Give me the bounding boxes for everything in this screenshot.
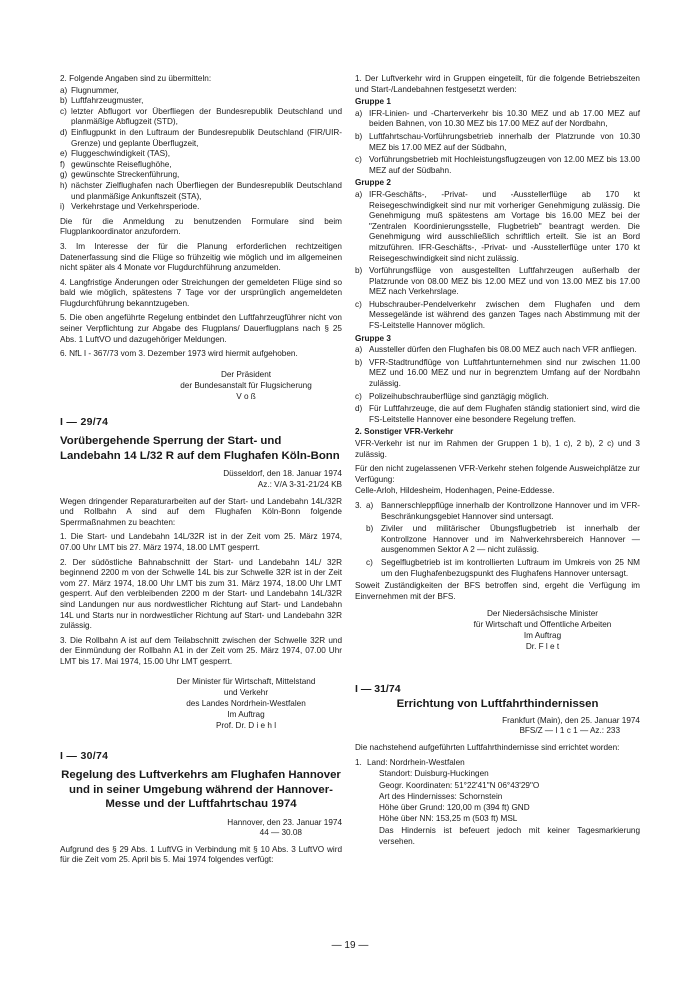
list-label: a) [355, 189, 363, 199]
list-label: c) [60, 106, 67, 116]
reference: BFS/Z — I 1 c 1 — Az.: 233 [519, 726, 620, 736]
signature-line: der Bundesanstalt für Flugsicherung [180, 380, 312, 390]
notice-number: I — 29/74 [60, 415, 109, 428]
list-item [355, 266, 640, 298]
obstacle-number: 1. [355, 758, 362, 768]
obstacle-row: Standort: Duisburg-Huckingen [379, 769, 489, 779]
list-label: f) [60, 159, 66, 169]
list-item [60, 160, 342, 171]
list-text: VFR-Stadtrundflüge von Luftfahrtunternehmen sind nur zwischen 11.00 MEZ und 16.00 MEZ und nur in begrenztem Umfang auf der Nordbahn zulässig. [369, 357, 640, 389]
list-item [60, 96, 342, 107]
obstacle-row: Höhe über NN: 153,25 m (503 ft) MSL [379, 814, 518, 824]
list-text: Einflugpunkt in den Luftraum der Bundesrepublik Deutschland (FIR/UIR-Grenze) und geplante Überflugzeit, [71, 127, 342, 148]
list-item [60, 181, 342, 202]
left-column [60, 74, 342, 870]
list-label: a) [355, 345, 363, 355]
place-date: Frankfurt (Main), den 25. Januar 1974 [502, 715, 640, 725]
obstacle-land-text: Land: Nordrhein-Westfalen [367, 758, 465, 768]
notice-paragraph-3: 3. Die Rollbahn A ist auf dem Teilabschnitt zwischen der Schwelle 32R und der Einmündung der Rollbahn A1 in der Zeit vom 25. März 1974, 07.00 Uhr LMT bis 17. Mai 1974, 15.00 Uhr LMT gesperrt. [60, 635, 342, 666]
list-item [355, 358, 640, 390]
list-label: b) [355, 266, 363, 276]
list-text: Fluggeschwindigkeit (TAS), [71, 149, 171, 159]
obstacle-row: Geogr. Koordinaten: 51°22'41"N 06°43'29"O [379, 780, 540, 790]
list-label: d) [60, 127, 68, 137]
obstacle-entry [355, 757, 640, 847]
list-item [60, 86, 342, 97]
list-text: Aussteller dürfen den Flughafen bis 08.00 MEZ auch nach VFR anfliegen. [369, 345, 637, 355]
paragraph-5: 5. Die oben angeführte Regelung entbindet den Luftfahrzeugführer nicht von seiner Verpflichtung zur Abgabe des Flugplans/ Dauerflugplans nach § 25 Abs. 1 LuftVO und dazugehöriger Meldungen. [60, 313, 342, 344]
signature-line: Im Auftrag [227, 709, 265, 719]
signature-line: Der Niedersächsische Minister [486, 609, 599, 619]
group-heading: Gruppe 1 [355, 97, 391, 107]
section-label: 3. [355, 500, 362, 510]
notice-intro: Wegen dringender Reparaturarbeiten auf der Start- und Landebahn 14L/32R und Rollbahn A sind auf dem Flughafen Köln-Bonn folgende Sperrmaßnahmen zu beachten: [60, 496, 342, 527]
notice-number: I — 30/74 [60, 749, 109, 762]
list-label: g) [60, 170, 68, 180]
list-label: b) [355, 131, 363, 141]
list-item [355, 524, 640, 556]
list-label: e) [60, 149, 68, 159]
signature-name: V o ß [236, 391, 256, 401]
paragraph: Für den nicht zugelassenen VFR-Verkehr stehen folgende Ausweichplätze zur Verfügung: [355, 464, 640, 484]
list-item [355, 300, 640, 332]
list-text: letzter Abflugort vor Überfliegen der Bundesrepublik Deutschland und planmäßige Abflugzeit (STD), [71, 106, 342, 127]
list-label: c) [355, 299, 362, 309]
list-text: Polizeihubschrauberflüge sind ganztägig möglich. [369, 391, 549, 401]
signature-line: Im Auftrag [523, 631, 562, 641]
list-text: Luftfahrtschau-Vorführungsbetrieb innerhalb der Platzrunde von 10.30 MEZ bis 17.00 MEZ auf der Südbahn, [369, 131, 640, 152]
obstacle-land [355, 757, 640, 768]
list-text: Vorführungsflüge von ausgestellten Luftfahrzeugen außerhalb der Platzrunde von 08.00 MEZ bis 12.00 MEZ und von 13.00 MEZ bis 17.00 MEZ nach Verkehrslage. [369, 266, 640, 297]
notice-paragraph-2: 2. Der südöstliche Bahnabschnitt der Start- und Landebahn 14L/ 32R beginnend 2200 m von der Schwelle 14L bis zur Schwelle 32R ist in der Zeit vom 27. März 1974, 18.00 Uhr LMT bis zum 31. März 1974, 18.00 Uhr LMT gesperrt. Auf den verbleibenden 2200 m der Start- und Landebahn 14L/32R sind Landungen nur aus nordwestlicher Richtung auf Start- und Landebahn 14L und Starts nur in nordwestlicher Richtung auf Start- und Landebahn 32R zulässig. [60, 557, 342, 631]
list-text: Luftfahrzeugmuster, [71, 96, 144, 106]
list-item [60, 149, 342, 160]
list-text: gewünschte Reiseflughöhe, [71, 159, 172, 169]
paragraph-formulare: Die für die Anmeldung zu benutzenden Formulare sind beim Flugplankoordinator anzufordern. [60, 216, 342, 237]
notice-place-date [60, 469, 342, 490]
list-text: Ziviler und militärischer Übungsflugbetrieb ist innerhalb der Kontrollzone Hannover und im Nahverkehrsbereich Hannover — ausgenommen Sektor A 2 — nicht zulässig. [381, 524, 640, 555]
list-text: IFR-Geschäfts-, -Privat- und -Ausstellerflüge ab 170 kt Reisegeschwindigkeit sind nur mit vorheriger Genehmigung zulässig. Die Genehmigung muß spätestens am Vortage bis 16.00 MEZ bei der "Zentralen Koordinierungsstelle, Flugbetrieb" beantragt werden. Die Genehmigung wird ausschließlich schriftlich erteilt. Sie ist an Bord mitzuführen. IFR-Geschäfts-, -Privat- und -Ausstellerflüge unter 170 kt Reisegeschwindigkeit sind nicht zulässig. [369, 189, 640, 263]
notice-title: Errichtung von Luftfahrthindernissen [396, 697, 599, 710]
list-item [355, 345, 640, 356]
paragraph-bfs: Soweit Zuständigkeiten der BFS betroffen sind, ergeht die Verfügung im Einvernehmen mit der BFS. [355, 581, 640, 601]
notice-title: Regelung des Luftverkehrs am Flughafen Hannover und in seiner Umgebung während der Hannover-Messe und der Luftfahrtschau 1974 [61, 769, 341, 811]
signature-line: Der Präsident [220, 369, 272, 379]
list-item [60, 202, 342, 213]
signature-name: Dr. F l e t [525, 642, 560, 652]
list-label: b) [366, 524, 374, 534]
paragraph: Celle-Arloh, Hildesheim, Hodenhagen, Peine-Eddesse. [355, 486, 555, 496]
right-column [355, 74, 640, 847]
list-label: c) [355, 391, 362, 401]
list-label: c) [366, 557, 373, 567]
place-date: Hannover, den 23. Januar 1974 [227, 817, 342, 827]
list-text: Hubschrauber-Pendelverkehr zwischen dem Flughafen und dem Messegelände ist während des ganzen Tages nach Abstimmung mit der FS-Leitstelle Hannover möglich. [369, 299, 640, 331]
signature-line: und Verkehr [223, 687, 269, 697]
paragraph-6: 6. NfL I - 367/73 vom 3. Dezember 1973 wird hiermit aufgehoben. [60, 349, 298, 359]
reference: 44 — 30.08 [259, 828, 302, 838]
list-text: Flugnummer, [71, 85, 119, 95]
list-text: Verkehrstage und Verkehrsperiode. [71, 202, 200, 212]
signature-block [60, 676, 342, 731]
signature-block [355, 608, 640, 652]
data-list [60, 86, 342, 213]
list-item [355, 132, 640, 153]
list-label: c) [355, 155, 362, 165]
list-item [355, 190, 640, 264]
list-item [355, 109, 640, 130]
list-item [355, 392, 640, 403]
obstacle-row: Art des Hindernisses: Schornstein [379, 791, 503, 801]
notice-intro: Die nachstehend aufgeführten Luftfahrthindernisse sind errichtet worden: [355, 742, 620, 752]
notice-place-date [60, 818, 342, 839]
notice-place-date [355, 716, 640, 737]
signature-block [60, 369, 342, 402]
page-number: — 19 — [331, 940, 369, 951]
notice-title: Vorübergehende Sperrung der Start- und Landebahn 14 L/32 R auf dem Flughafen Köln-Bonn [60, 435, 340, 462]
list-text: Bannerschleppflüge innerhalb der Kontrollzone Hannover und im VFR-Beschränkungsgebiet Hannover sind untersagt. [381, 500, 640, 521]
list-label: i) [60, 202, 65, 212]
signature-line: Der Minister für Wirtschaft, Mittelstand [176, 676, 316, 686]
section-heading: 2. Sonstiger VFR-Verkehr [355, 427, 454, 437]
group-heading: Gruppe 3 [355, 333, 391, 343]
list-item [355, 501, 640, 522]
list-text: IFR-Linien- und -Charterverkehr bis 10.30 MEZ und ab 17.00 MEZ auf beiden Bahnen, von 10.30 MEZ bis 17.00 MEZ auf der Nordbahn, [369, 108, 640, 129]
reference: Az.: V/A 3-31-21/24 KB [257, 480, 342, 490]
list-label: b) [60, 96, 68, 106]
notice-paragraph-1: 1. Die Start- und Landebahn 14L/32R ist in der Zeit vom 25. März 1974, 07.00 Uhr LMT bis 27. März 1974, 18.00 LMT gesperrt. [60, 532, 342, 552]
list-text: gewünschte Streckenführung, [71, 170, 180, 180]
place-date: Düsseldorf, den 18. Januar 1974 [223, 469, 342, 479]
list-label: a) [366, 500, 374, 510]
list-item [355, 558, 640, 579]
list-item [355, 155, 640, 176]
obstacle-note: Das Hindernis ist befeuert jedoch mit keiner Tagesmarkierung versehen. [379, 825, 640, 846]
list-item [355, 404, 640, 425]
notice-intro: Aufgrund des § 29 Abs. 1 LuftVG in Verbindung mit § 10 Abs. 3 LuftVO wird für die Zeit vom 25. April bis 5. Mai 1974 folgendes verfügt: [60, 844, 342, 865]
list-item [60, 107, 342, 128]
signature-line: des Landes Nordrhein-Westfalen [186, 698, 306, 708]
group-heading: Gruppe 2 [355, 178, 391, 188]
list-label: a) [60, 85, 68, 95]
list-label: a) [355, 108, 363, 118]
paragraph-1: 1. Der Luftverkehr wird in Gruppen eingeteilt, für die folgende Betriebszeiten und Start-/Landebahnen festgesetzt werden: [355, 74, 640, 94]
signature-line: für Wirtschaft und Öffentliche Arbeiten [473, 620, 612, 630]
paragraph: VFR-Verkehr ist nur im Rahmen der Gruppen 1 b), 1 c), 2 b), 2 c) und 3 zulässig. [355, 439, 640, 459]
list-label: h) [60, 180, 68, 190]
list-text: Vorführungsbetrieb mit Hochleistungsflugzeugen von 12.00 MEZ bis 13.00 MEZ auf der Südbahn. [369, 155, 640, 175]
list-text: Segelflugbetrieb ist im kontrollierten Luftraum im Umkreis von 25 NM um den Flughafenbezugspunkt des Flughafens Hannover untersagt. [381, 557, 640, 578]
intro-paragraph: 2. Folgende Angaben sind zu übermitteln: [60, 74, 212, 83]
list-item [60, 170, 342, 181]
paragraph-4: 4. Langfristige Änderungen oder Streichungen der gemeldeten Flüge sind so bald wie möglich, spätestens 7 Tage vor der ursprünglich angemeldeten Flugdurchführung bekanntzugeben. [60, 277, 342, 308]
list-text: nächster Zielflughafen nach Überfliegen der Bundesrepublik Deutschland und planmäßige Ankunftszeit (STA), [71, 180, 342, 201]
list-label: b) [355, 357, 363, 367]
list-text: Für Luftfahrzeuge, die auf dem Flughafen ständig stationiert sind, wird die FS-Leitstelle Hannover eine besondere Regelung treffen. [369, 404, 640, 424]
signature-name: Prof. Dr. D i e h l [215, 720, 277, 730]
list-item [60, 128, 342, 149]
paragraph-3: 3. Im Interesse der für die Planung erforderlichen rechtzeitigen Datenerfassung sind die Flüge so frühzeitig wie möglich und im allgemeinen nicht später als 4 Monate vor Flugdurchführung anzumelden. [60, 241, 342, 273]
list-label: d) [355, 404, 363, 414]
obstacle-row: Höhe über Grund: 120,00 m (394 ft) GND [379, 803, 530, 813]
notice-number: I — 31/74 [355, 683, 401, 696]
